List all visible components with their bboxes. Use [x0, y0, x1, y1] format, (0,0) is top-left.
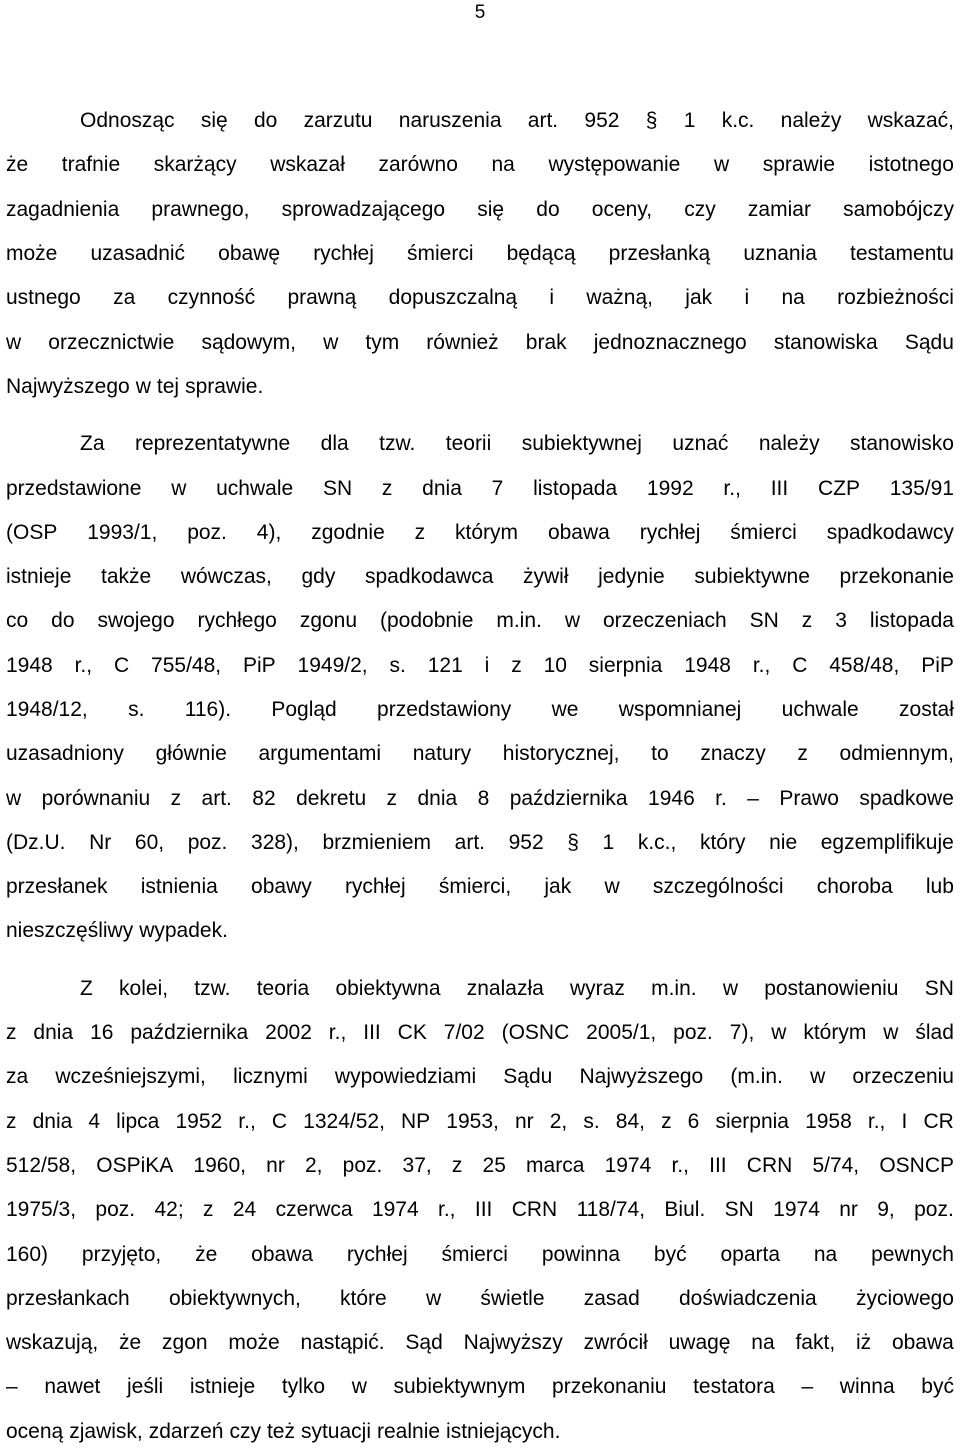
paragraph: [6, 99, 954, 409]
text-line: 1975/3, poz. 42; z 24 czerwca 1974 r., III CRN 118/74, Biul. SN 1974 nr 9, poz.: [6, 1198, 954, 1222]
text-line: z dnia 16 października 2002 r., III CK 7/02 (OSNC 2005/1, poz. 7), w którym w ślad: [6, 1021, 954, 1045]
text-line: przedstawione w uchwale SN z dnia 7 listopada 1992 r., III CZP 135/91: [6, 476, 954, 500]
text-line: Za reprezentatywne dla tzw. teorii subiektywnej uznać należy stanowisko: [80, 432, 954, 456]
text-line: (OSP 1993/1, poz. 4), zgodnie z którym obawa rychłej śmierci spadkodawcy: [6, 520, 954, 544]
text-line: za wcześniejszymi, licznymi wypowiedziami Sądu Najwyższego (m.in. w orzeczeniu: [6, 1065, 954, 1089]
text-line: z dnia 4 lipca 1952 r., C 1324/52, NP 1953, nr 2, s. 84, z 6 sierpnia 1958 r., I CR: [6, 1109, 954, 1133]
text-line: Z kolei, tzw. teoria obiektywna znalazła wyraz m.in. w postanowieniu SN: [80, 976, 954, 1000]
text-line: nieszczęśliwy wypadek.: [6, 919, 228, 943]
text-line: oceną zjawisk, zdarzeń czy też sytuacji realnie istniejących.: [6, 1419, 561, 1443]
text-line: przesłanek istnienia obawy rychłej śmierci, jak w szczególności choroba lub: [6, 875, 954, 899]
text-line: w orzecznictwie sądowym, w tym również brak jednoznacznego stanowiska Sądu: [6, 330, 954, 354]
text-line: – nawet jeśli istnieje tylko w subiektywnym przekonaniu testatora – winna być: [6, 1375, 954, 1399]
document-body: [6, 99, 954, 1454]
text-line: może uzasadnić obawę rychłej śmierci będącą przesłanką uznania testamentu: [6, 242, 954, 266]
text-line: przesłankach obiektywnych, które w świetle zasad doświadczenia życiowego: [6, 1286, 954, 1310]
text-line: uzasadniony głównie argumentami natury historycznej, to znaczy z odmiennym,: [6, 742, 954, 766]
text-line: Odnosząc się do zarzutu naruszenia art. 952 § 1 k.c. należy wskazać,: [80, 109, 954, 133]
text-line: wskazują, że zgon może nastąpić. Sąd Najwyższy zwrócił uwagę na fakt, iż obawa: [6, 1331, 954, 1355]
paragraph: [6, 967, 954, 1454]
paragraph: [6, 422, 954, 954]
text-line: (Dz.U. Nr 60, poz. 328), brzmieniem art. 952 § 1 k.c., który nie egzemplifikuje: [6, 830, 954, 854]
text-line: co do swojego rychłego zgonu (podobnie m.in. w orzeczeniach SN z 3 listopada: [6, 609, 954, 633]
text-line: 512/58, OSPiKA 1960, nr 2, poz. 37, z 25 marca 1974 r., III CRN 5/74, OSNCP: [6, 1153, 954, 1177]
text-line: ustnego za czynność prawną dopuszczalną i ważną, jak i na rozbieżności: [6, 286, 954, 310]
page-number: 5: [474, 2, 486, 23]
text-line: Najwyższego w tej sprawie.: [6, 374, 264, 398]
text-line: 1948/12, s. 116). Pogląd przedstawiony we wspomnianej uchwale został: [6, 698, 954, 721]
text-line: w porównaniu z art. 82 dekretu z dnia 8 października 1946 r. – Prawo spadkowe: [6, 786, 954, 810]
text-line: 160) przyjęto, że obawa rychłej śmierci powinna być oparta na pewnych: [6, 1242, 954, 1266]
text-line: 1948 r., C 755/48, PiP 1949/2, s. 121 i z 10 sierpnia 1948 r., C 458/48, PiP: [6, 653, 954, 677]
text-line: że trafnie skarżący wskazał zarówno na występowanie w sprawie istotnego: [6, 153, 954, 177]
text-line: istnieje także wówczas, gdy spadkodawca żywił jedynie subiektywne przekonanie: [6, 565, 954, 589]
text-line: zagadnienia prawnego, sprowadzającego się do oceny, czy zamiar samobójczy: [6, 197, 954, 221]
